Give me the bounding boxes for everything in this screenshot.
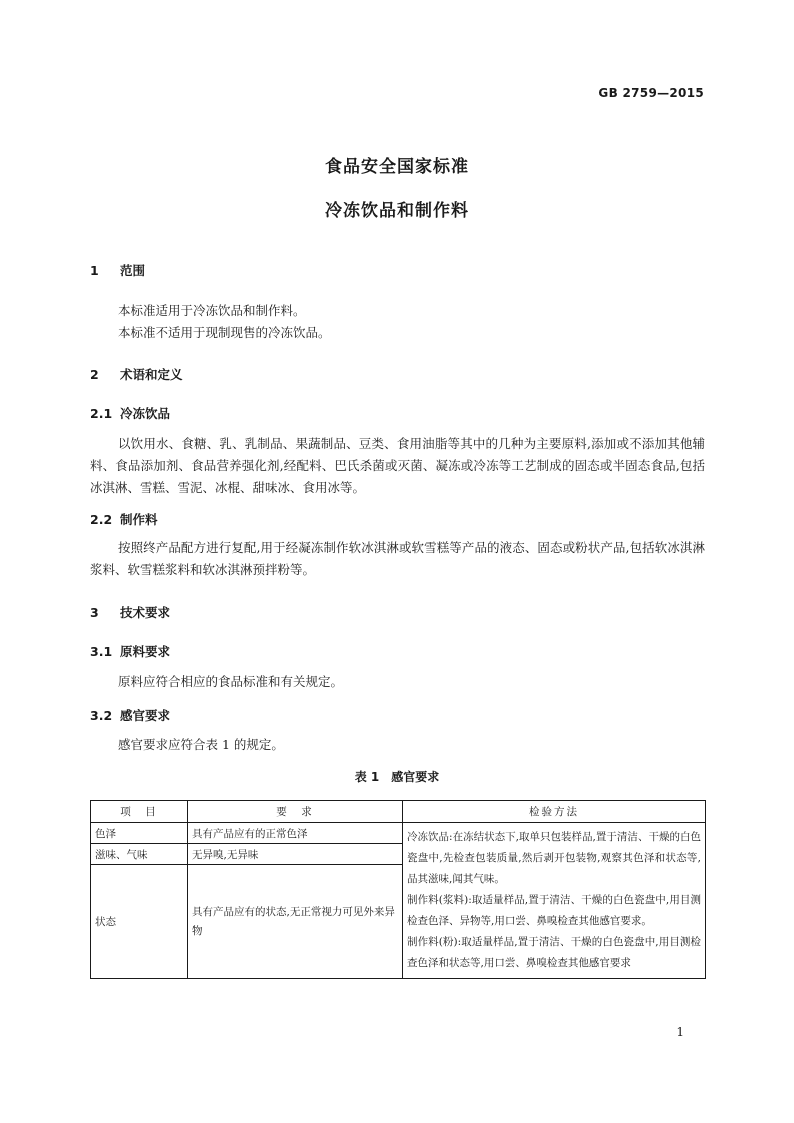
table-caption: 表 1 感官要求	[354, 770, 440, 784]
section-2-1-body	[90, 433, 705, 499]
cell-requirement: 无异嗅,无异味	[188, 844, 403, 865]
section-number: 1	[90, 263, 99, 278]
section-title: 范围	[120, 263, 146, 278]
cell-requirement: 具有产品应有的正常色泽	[188, 823, 403, 844]
section-number: 3.1	[90, 644, 113, 659]
paragraph: 感官要求应符合表 1 的规定。	[118, 737, 284, 752]
section-3-2-heading	[90, 706, 170, 724]
section-2-1-heading	[90, 404, 170, 422]
page-number: 1	[676, 1025, 684, 1039]
standard-code: GB 2759—2015	[598, 86, 704, 100]
section-title: 术语和定义	[120, 367, 183, 382]
column-header-method: 检验方法	[403, 801, 706, 823]
section-title: 感官要求	[120, 708, 171, 723]
section-title: 技术要求	[120, 605, 171, 620]
section-2-2-heading	[90, 510, 158, 528]
section-1-body	[90, 300, 705, 344]
column-header-item: 项 目	[91, 801, 188, 823]
section-title: 制作料	[120, 512, 158, 527]
section-3-2-body	[90, 734, 705, 756]
section-number: 2	[90, 367, 99, 382]
method-slurry: 制作料(浆料):取适量样品,置于清洁、干燥的白色瓷盘中,用目测检查色泽、异物等,用口尝、鼻嗅检查其他感官要求。	[407, 894, 701, 927]
cell-item: 状态	[91, 865, 188, 979]
paragraph: 原料应符合相应的食品标准和有关规定。	[118, 674, 344, 689]
paragraph: 按照终产品配方进行复配,用于经凝冻制作软冰淇淋或软雪糕等产品的液态、固态或粉状产品,包括软冰淇淋浆料、软雪糕浆料和软冰淇淋预拌粉等。	[90, 540, 705, 577]
doc-title-line2: 冷冻饮品和制作料	[325, 201, 469, 221]
doc-title-line1: 食品安全国家标准	[325, 157, 469, 177]
table-row	[91, 823, 706, 844]
cell-requirement: 具有产品应有的状态,无正常视力可见外来异物	[188, 865, 403, 979]
section-number: 2.1	[90, 406, 113, 421]
section-2-heading	[90, 365, 183, 383]
paragraph: 本标准适用于冷冻饮品和制作料。	[118, 303, 306, 318]
cell-item: 色泽	[91, 823, 188, 844]
paragraph: 本标准不适用于现制现售的冷冻饮品。	[118, 325, 331, 340]
cell-item: 滋味、气味	[91, 844, 188, 865]
section-3-heading	[90, 603, 170, 621]
section-2-2-body	[90, 537, 705, 581]
section-number: 2.2	[90, 512, 113, 527]
cell-method	[403, 823, 706, 979]
column-header-requirement: 要 求	[188, 801, 403, 823]
sensory-requirements-table	[90, 800, 706, 979]
section-3-1-body	[90, 671, 705, 693]
method-frozen-drinks: 冷冻饮品:在冻结状态下,取单只包装样品,置于清洁、干燥的白色瓷盘中,先检查包装质量,然后剥开包装物,观察其色泽和状态等,品其滋味,闻其气味。	[407, 831, 701, 885]
section-number: 3.2	[90, 708, 113, 723]
section-3-1-heading	[90, 642, 170, 660]
section-title: 原料要求	[120, 644, 171, 659]
section-1-heading	[90, 261, 145, 279]
method-powder: 制作料(粉):取适量样品,置于清洁、干燥的白色瓷盘中,用目测检查色泽和状态等,用口尝、鼻嗅检查其他感官要求	[407, 936, 701, 969]
section-number: 3	[90, 605, 99, 620]
section-title: 冷冻饮品	[120, 406, 171, 421]
table-header-row	[91, 801, 706, 823]
paragraph: 以饮用水、食糖、乳、乳制品、果蔬制品、豆类、食用油脂等其中的几种为主要原料,添加或不添加其他辅料、食品添加剂、食品营养强化剂,经配料、巴氏杀菌或灭菌、凝冻或冷冻等工艺制成的固态或半固态食品,包括冰淇淋、雪糕、雪泥、冰棍、甜味冰、食用冰等。	[90, 436, 705, 495]
